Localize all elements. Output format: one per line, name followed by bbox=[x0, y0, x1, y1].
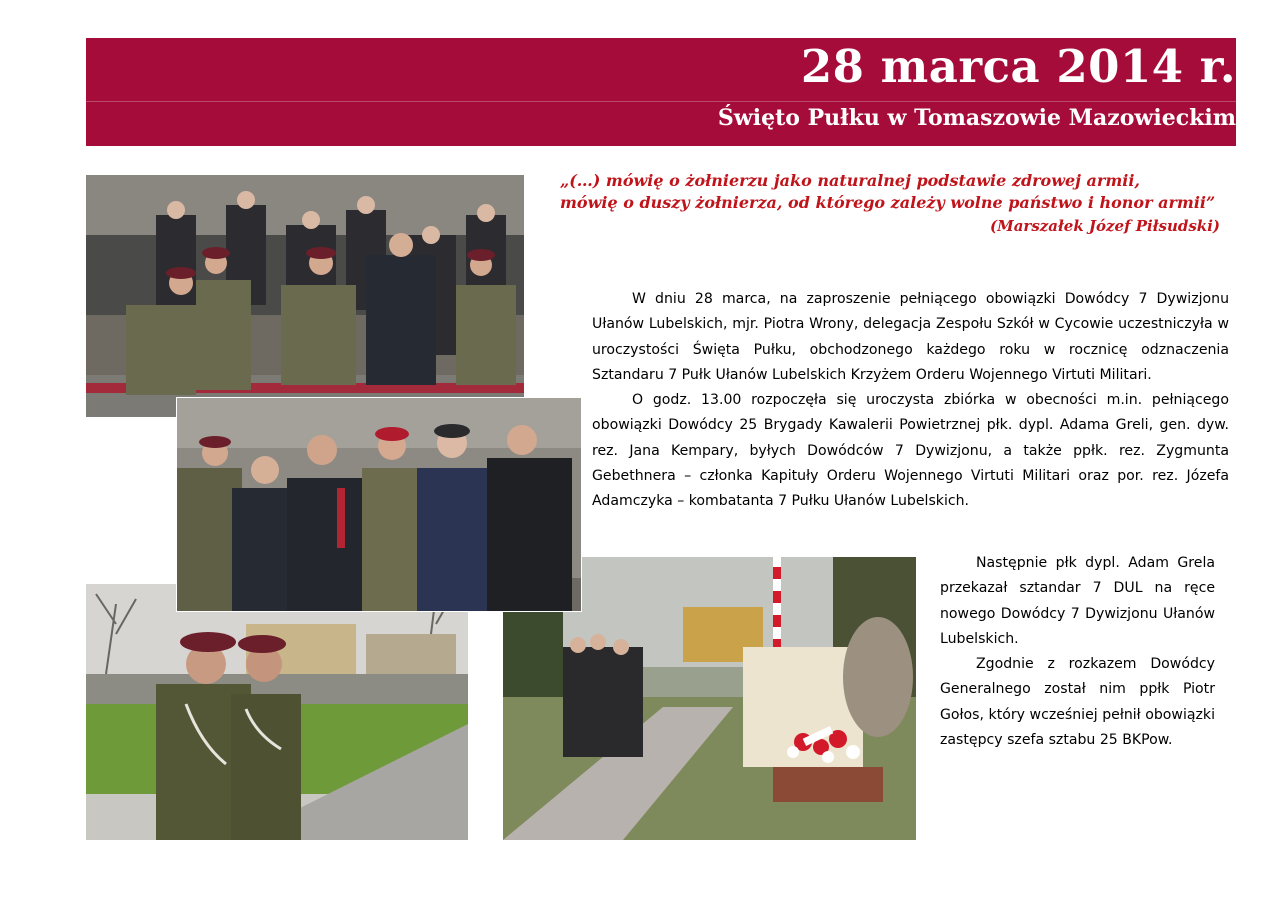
article-paragraph-3: Następnie płk dypl. Adam Grela przekazał sztandar 7 DUL na ręce nowego Dowódcy 7 Dywizjonu Ułanów Lubelskich. bbox=[940, 555, 1215, 647]
photo-soldiers-standing bbox=[86, 584, 468, 840]
quote-block bbox=[560, 170, 1225, 237]
article-paragraph-1: W dniu 28 marca, na zaproszenie pełniącego obowiązki Dowódcy 7 Dywizjonu Ułanów Lubelskich, mjr. Piotra Wrony, delegacja Zespołu Szkół w Cycowie uczestniczyła w uroczystości Święta Pułku, obchodzonego każdego roku w rocznicę odznaczenia Sztandaru 7 Pułk Ułanów Lubelskich Krzyżem Orderu Wojennego Virtuti Militari. bbox=[592, 291, 1229, 383]
banner-divider bbox=[86, 101, 1236, 102]
page-title: 28 marca 2014 r. bbox=[800, 40, 1236, 93]
quote-line-2: mówię o duszy żołnierza, od którego zależy wolne państwo i honor armii” bbox=[560, 193, 1216, 212]
article-text-main bbox=[592, 287, 1229, 515]
article-paragraph-4: Zgodnie z rozkazem Dowódcy Generalnego został nim ppłk Piotr Gołos, który wcześniej pełnił obowiązki zastępcy szefa sztabu 25 BKPow. bbox=[940, 656, 1215, 749]
photo-tribune-officers bbox=[86, 175, 524, 417]
article-paragraph-2: O godz. 13.00 rozpoczęła się uroczysta zbiórka w obecności m.in. pełniącego obowiązki Dowódcy 25 Brygady Kawalerii Powietrznej płk. dypl. Adama Greli, gen. dyw. rez. Jana Kempary, byłych Dowódców 7 Dywizjonu, a także ppłk. rez. Zygmunta Gebethnera – członka Kapituły Orderu Wojennego Virtuti Militari oraz por. rez. Józefa Adamczyka – kombatanta 7 Pułku Ułanów Lubelskich. bbox=[592, 392, 1229, 510]
article-text-side bbox=[940, 551, 1215, 753]
photo-dignitaries bbox=[176, 397, 582, 612]
title-banner bbox=[86, 38, 1236, 146]
quote-line-1: „(…) mówię o żołnierzu jako naturalnej podstawie zdrowej armii, bbox=[560, 171, 1140, 190]
quote-author: (Marszałek Józef Piłsudski) bbox=[990, 217, 1220, 235]
page-subtitle: Święto Pułku w Tomaszowie Mazowieckim bbox=[717, 105, 1236, 131]
